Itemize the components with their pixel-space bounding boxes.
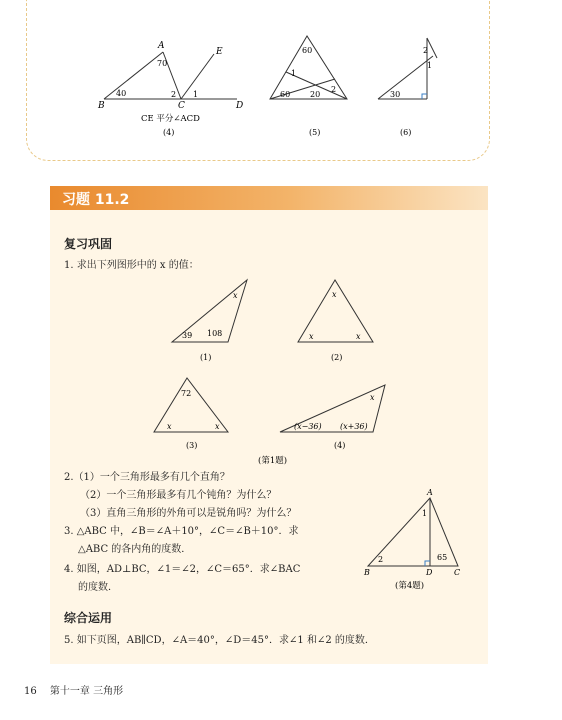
q1-fig4-x-left: (x−36) <box>294 422 322 431</box>
q1-fig1-39: 39 <box>182 331 193 340</box>
exercise-title: 习题 11.2 <box>62 192 130 208</box>
fig4-label-d: D <box>236 101 244 111</box>
q1-fig2-x-top: x <box>332 290 337 299</box>
q1-fig3-x-left: x <box>167 422 172 431</box>
question-5: 5. 如下页图，AB∥CD，∠A＝40°，∠D＝45°．求∠1 和∠2 的度数． <box>64 635 375 646</box>
q4-label-a: A <box>427 488 433 497</box>
q1-fig3-caption: (3) <box>186 441 198 450</box>
q1-fig3-72: 72 <box>181 389 192 398</box>
q1-fig4-x-top: x <box>370 393 375 402</box>
fig4-angle-70: 70 <box>157 59 168 68</box>
fig4-caption: (4) <box>163 128 175 137</box>
fig6-right-angle-mark <box>422 94 427 99</box>
fig4-label-b: B <box>98 101 105 111</box>
exercise-banner <box>50 186 488 210</box>
q4-angle-1: 1 <box>422 509 428 518</box>
chapter-title: 第十一章 三角形 <box>49 686 124 697</box>
q4-caption: (第4题) <box>395 581 425 591</box>
fig6-hypotenuse <box>378 56 433 99</box>
fig5-angle-1: 1 <box>291 69 297 78</box>
q4-label-d: D <box>426 568 433 577</box>
page-number: 16 <box>24 686 37 697</box>
question-3: 3. △ABC 中，∠B＝∠A＋10°，∠C＝∠B＋10°．求 <box>64 526 299 537</box>
q1-group-caption: (第1题) <box>258 456 288 466</box>
fig6-caption: (6) <box>400 128 412 137</box>
fig4-angle-1: 1 <box>193 90 199 99</box>
apply-heading: 综合运用 <box>64 611 113 625</box>
question-4b: 的度数． <box>78 582 118 593</box>
q4-label-b: B <box>364 568 370 577</box>
question-2b: （2）一个三角形最多有几个钝角？为什么？ <box>80 490 277 501</box>
fig5-caption: (5) <box>309 128 321 137</box>
fig5-angle-20: 20 <box>310 90 321 99</box>
fig4-angle-2: 2 <box>171 90 177 99</box>
page-footer <box>24 682 123 697</box>
question-2c: （3）直角三角形的外角可以是锐角吗？为什么？ <box>80 508 297 519</box>
review-heading: 复习巩固 <box>64 237 113 251</box>
fig6-angle-30: 30 <box>390 90 401 99</box>
q4-label-c: C <box>454 568 461 577</box>
fig4-note: CE 平分∠ACD <box>141 114 200 124</box>
fig4-line-ba <box>104 52 163 99</box>
q1-fig1-x: x <box>233 291 238 300</box>
q4-angle-2: 2 <box>378 555 384 564</box>
fig4-label-a: A <box>158 41 165 51</box>
fig6-angle-2: 2 <box>423 46 429 55</box>
fig5-angle-60-top: 60 <box>302 46 313 55</box>
question-3b: △ABC 的各内角的度数． <box>78 544 192 555</box>
q1-fig1-caption: (1) <box>200 353 212 362</box>
fig6-short-line <box>427 38 437 58</box>
question-2a: 2.（1）一个三角形最多有几个直角？ <box>64 472 230 483</box>
question-1: 1. 求出下列图形中的 x 的值： <box>64 260 199 271</box>
q1-fig4-x-right: (x+36) <box>340 422 368 431</box>
q1-fig2-x-left: x <box>309 332 314 341</box>
q1-fig3-x-right: x <box>215 422 220 431</box>
fig5-angle-60-left: 60 <box>280 90 291 99</box>
q1-fig2-x-right: x <box>356 332 361 341</box>
fig4-angle-40: 40 <box>116 89 127 98</box>
fig5-angle-2: 2 <box>331 85 337 94</box>
top-figures-svg <box>0 0 562 180</box>
q4-angle-65: 65 <box>437 553 448 562</box>
q1-fig1-108: 108 <box>207 329 223 338</box>
fig4-label-e: E <box>216 47 223 57</box>
fig6-angle-1: 1 <box>427 61 433 70</box>
fig4-label-c: C <box>178 101 185 111</box>
question-4: 4. 如图，AD⊥BC，∠1＝∠2，∠C＝65°．求∠BAC <box>64 564 301 575</box>
q1-fig2-caption: (2) <box>331 353 343 362</box>
q1-fig4-caption: (4) <box>334 441 346 450</box>
